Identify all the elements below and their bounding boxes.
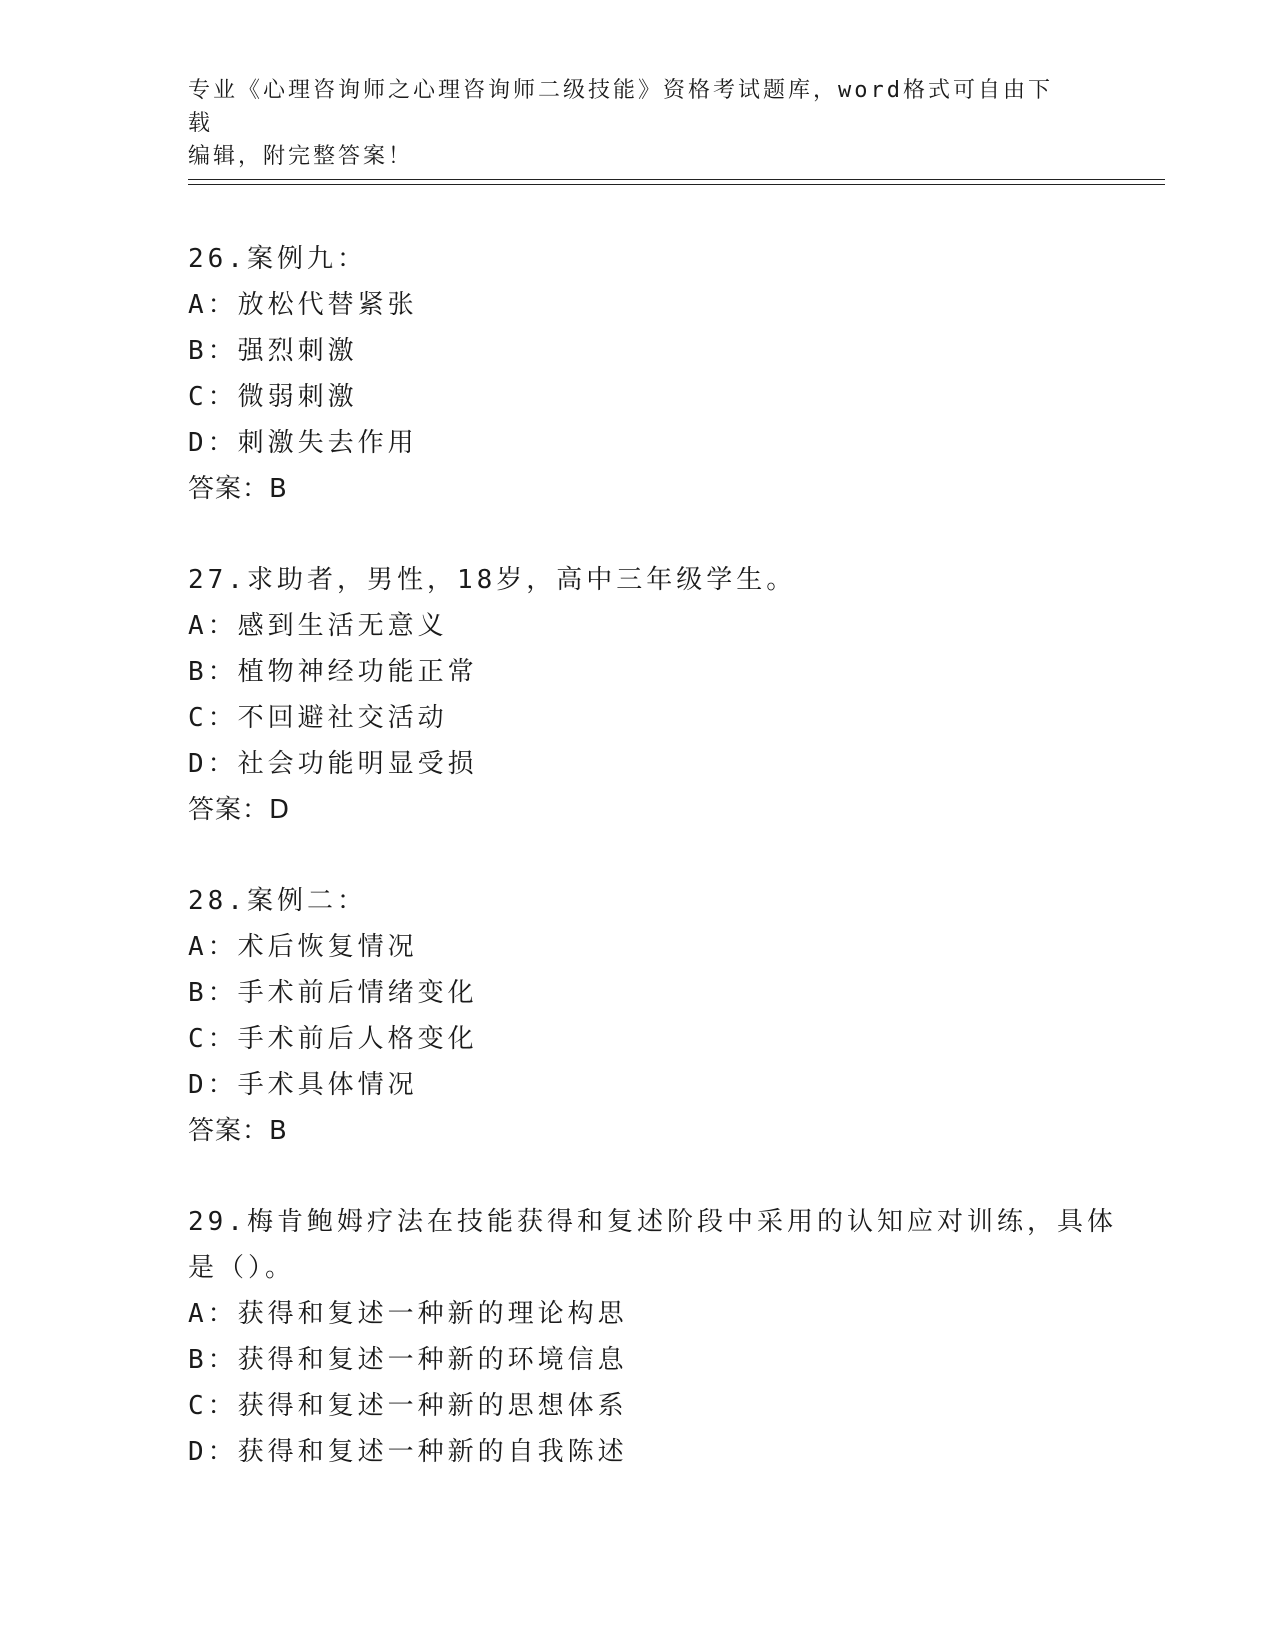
option-b: B：获得和复述一种新的环境信息 [188, 1345, 628, 1375]
option-c: C：手术前后人格变化 [188, 1024, 478, 1054]
option-c: C：微弱刺激 [188, 382, 358, 412]
answer: 答案：D [188, 795, 291, 825]
answer: 答案：B [188, 1116, 288, 1146]
option-c: C：获得和复述一种新的思想体系 [188, 1391, 628, 1421]
header-rule-top [188, 179, 1165, 180]
question-stem: 28.案例二： [188, 886, 367, 916]
question-27 [188, 557, 1088, 833]
header-rule-bottom [188, 184, 1165, 185]
option-d: D：获得和复述一种新的自我陈述 [188, 1437, 628, 1467]
option-d: D：刺激失去作用 [188, 428, 418, 458]
option-a: A：感到生活无意义 [188, 611, 448, 641]
question-list [188, 236, 1117, 1520]
option-d: D：手术具体情况 [188, 1070, 418, 1100]
option-d: D：社会功能明显受损 [188, 749, 478, 779]
question-stem-line-1: 29.梅肯鲍姆疗法在技能获得和复述阶段中采用的认知应对训练，具体 [188, 1207, 1117, 1237]
option-a: A：术后恢复情况 [188, 932, 418, 962]
question-26 [188, 236, 1088, 512]
option-a: A：获得和复述一种新的理论构思 [188, 1299, 628, 1329]
question-stem-line-2: 是（）。 [188, 1253, 296, 1283]
document-header [188, 74, 1068, 173]
question-stem: 26.案例九： [188, 244, 367, 274]
option-b: B：植物神经功能正常 [188, 657, 478, 687]
option-a: A：放松代替紧张 [188, 290, 418, 320]
question-28 [188, 878, 1088, 1154]
question-29 [188, 1199, 1117, 1475]
option-c: C：不回避社交活动 [188, 703, 448, 733]
answer: 答案：B [188, 474, 288, 504]
option-b: B：强烈刺激 [188, 336, 358, 366]
question-stem: 27.求助者，男性，18岁，高中三年级学生。 [188, 565, 797, 595]
header-line-1: 专业《心理咨询师之心理咨询师二级技能》资格考试题库，word格式可自由下载 [188, 78, 1053, 136]
header-line-2: 编辑，附完整答案！ [188, 144, 414, 169]
option-b: B：手术前后情绪变化 [188, 978, 478, 1008]
